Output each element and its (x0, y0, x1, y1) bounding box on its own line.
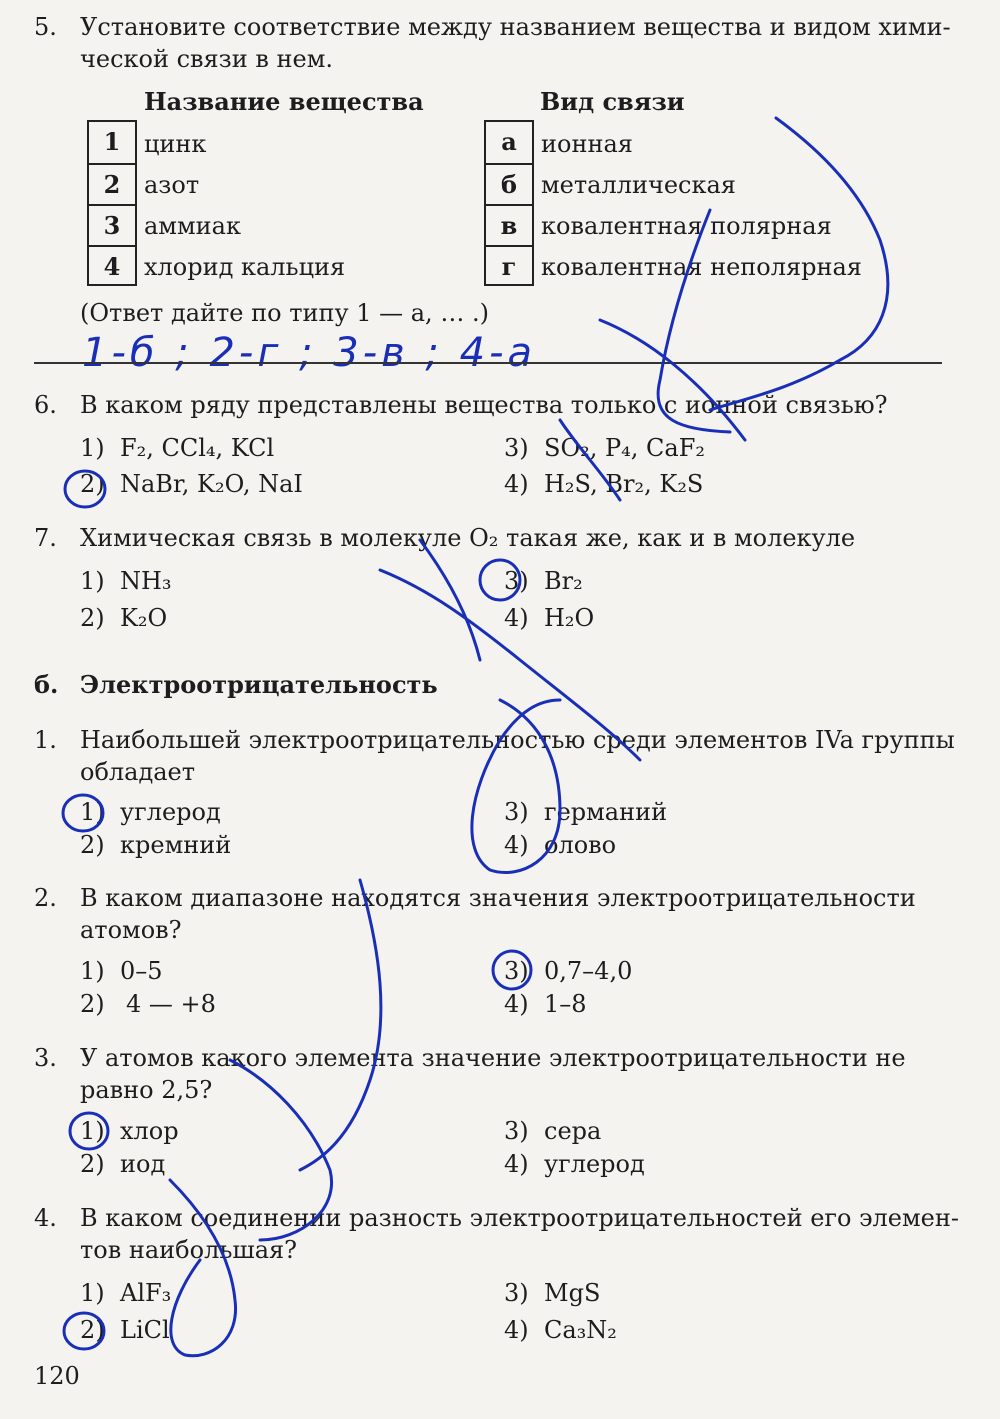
e2-option-1-number: 1) (80, 957, 105, 985)
substance-key-4: 4 (89, 245, 135, 286)
q7-option-3: Br₂ (544, 567, 583, 595)
page-number: 120 (34, 1362, 80, 1390)
q6-option-2-number: 2) (80, 470, 105, 498)
bond-key-v: в (486, 204, 532, 245)
e3-option-4-number: 4) (504, 1150, 529, 1178)
e3-text-line2: равно 2,5? (80, 1076, 213, 1104)
q7-option-4-number: 4) (504, 604, 529, 632)
e2-option-2: 4 — +8 (126, 990, 216, 1018)
q7-option-1-number: 1) (80, 567, 105, 595)
e2-option-1: 0–5 (120, 957, 163, 985)
e3-option-3: сера (544, 1117, 602, 1145)
substance-column-header: Название вещества (144, 87, 424, 116)
question-7-number: 7. (34, 524, 57, 552)
e3-text-line1: У атомов какого элемента значение электроотрицательности не (80, 1044, 906, 1072)
scribble-diagonal-1 (600, 320, 745, 440)
substance-3: аммиак (144, 212, 241, 240)
q6-option-1: F₂, CCl₄, KCl (120, 434, 275, 462)
substance-2: азот (144, 171, 200, 199)
question-5-number: 5. (34, 13, 57, 41)
q7-option-1: NH₃ (120, 567, 172, 595)
e4-option-3: MgS (544, 1279, 601, 1307)
e4-option-1: AlF₃ (120, 1279, 172, 1307)
q7-option-4: H₂O (544, 604, 595, 632)
bond-type-a: ионная (541, 130, 633, 158)
e4-option-4-number: 4) (504, 1316, 529, 1344)
e4-number: 4. (34, 1204, 57, 1232)
e3-option-1-number: 1) (80, 1117, 105, 1145)
question-5-text-line1: Установите соответствие между названием вещества и видом хими- (80, 13, 951, 41)
e1-option-3: германий (544, 798, 668, 826)
answer-format-hint: (Ответ дайте по типу 1 — а, … .) (80, 299, 489, 327)
e3-option-3-number: 3) (504, 1117, 529, 1145)
handwritten-answer: 1-б ; 2-г ; 3-в ; 4-а (82, 330, 537, 376)
answer-line (34, 362, 942, 364)
q6-option-1-number: 1) (80, 434, 105, 462)
e4-text-line1: В каком соединении разность электроотрицательностей его элемен- (80, 1204, 959, 1232)
e2-option-3: 0,7–4,0 (544, 957, 633, 985)
e1-option-2-number: 2) (80, 831, 105, 859)
question-6-number: 6. (34, 391, 57, 419)
e1-option-1-number: 1) (80, 798, 105, 826)
bond-type-v: ковалентная полярная (541, 212, 832, 240)
question-6-text: В каком ряду представлены вещества только с ионной связью? (80, 391, 888, 419)
bond-type-b: металлическая (541, 171, 736, 199)
e4-option-4: Ca₃N₂ (544, 1316, 617, 1344)
substance-key-3: 3 (89, 204, 135, 245)
e4-text-line2: тов наибольшая? (80, 1236, 298, 1264)
substance-key-column (87, 120, 137, 286)
section-title: Электроотрицательность (80, 670, 438, 699)
scribble-short-1 (420, 540, 480, 660)
bond-key-g: г (486, 245, 532, 286)
e2-text-line2: атомов? (80, 916, 182, 944)
e4-option-2-number: 2) (80, 1316, 105, 1344)
question-5-text-line2: ческой связи в нем. (80, 45, 334, 73)
substance-key-2: 2 (89, 163, 135, 204)
substance-1: цинк (144, 130, 207, 158)
e2-option-4-number: 4) (504, 990, 529, 1018)
e2-number: 2. (34, 884, 57, 912)
bond-key-a: а (501, 127, 517, 156)
section-label: б. (34, 670, 59, 699)
q6-option-3-number: 3) (504, 434, 529, 462)
e2-text-line1: В каком диапазоне находятся значения электроотрицательности (80, 884, 916, 912)
e3-option-2: иод (120, 1150, 166, 1178)
scribble-long-curve (300, 880, 381, 1170)
e2-option-4: 1–8 (544, 990, 587, 1018)
substance-key-1: 1 (103, 127, 121, 156)
e3-option-4: углерод (544, 1150, 645, 1178)
e4-option-3-number: 3) (504, 1279, 529, 1307)
e1-text-line2: обладает (80, 758, 196, 786)
q7-option-2: K₂O (120, 604, 168, 632)
question-7-text: Химическая связь в молекуле O₂ такая же, как и в молекуле (80, 524, 856, 552)
e1-text-line1: Наибольшей электроотрицательностью среди элементов IVa группы (80, 726, 955, 754)
bond-key-b: б (486, 163, 532, 204)
e4-option-1-number: 1) (80, 1279, 105, 1307)
e1-option-4-number: 4) (504, 831, 529, 859)
e3-option-1: хлор (120, 1117, 179, 1145)
e4-option-2: LiCl (120, 1316, 170, 1344)
e1-option-1: углерод (120, 798, 221, 826)
bond-type-column-header: Вид связи (540, 87, 685, 116)
q7-option-3-number: 3) (504, 567, 529, 595)
e1-option-2: кремний (120, 831, 232, 859)
e2-option-2-number: 2) (80, 990, 105, 1018)
e2-option-3-number: 3) (504, 957, 529, 985)
e3-option-2-number: 2) (80, 1150, 105, 1178)
e1-number: 1. (34, 726, 57, 754)
bond-type-g: ковалентная неполярная (541, 253, 862, 281)
e3-number: 3. (34, 1044, 57, 1072)
q6-option-2: NaBr, K₂O, NaI (120, 470, 303, 498)
substance-4: хлорид кальция (144, 253, 346, 281)
q7-option-2-number: 2) (80, 604, 105, 632)
bond-key-column (484, 120, 534, 286)
q6-option-4: H₂S, Br₂, K₂S (544, 470, 704, 498)
e1-option-3-number: 3) (504, 798, 529, 826)
q6-option-4-number: 4) (504, 470, 529, 498)
e1-option-4: олово (544, 831, 617, 859)
q6-option-3: SO₂, P₄, CaF₂ (544, 434, 705, 462)
